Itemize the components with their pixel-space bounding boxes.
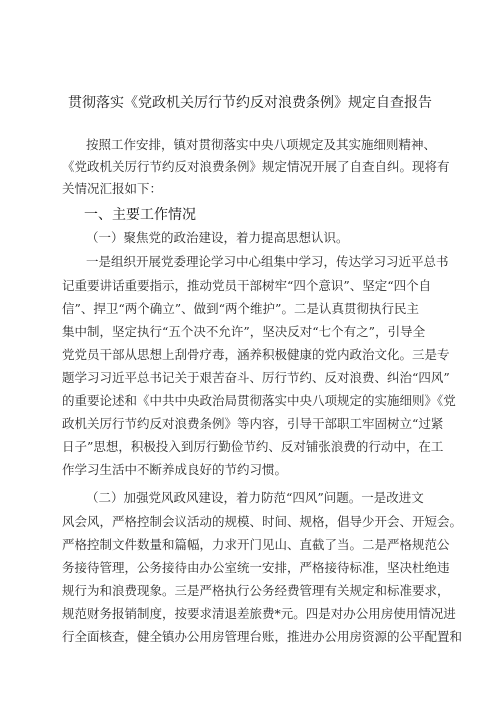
sub1-line-10: 作学习生活中不断养成良好的节约习惯。	[62, 462, 288, 477]
sub1-line-9: 日子”思想，积极投入到厉行勤俭节约、反对铺张浪费的行动中，在工	[62, 439, 444, 454]
sub1-line-1: 一是组织开展党委理论学习中心组集中学习，传达学习习近平总书	[86, 254, 449, 269]
sub2-line-4: 务接待管理，公务接待由办公室统一安排，严格接待标准，坚决杜绝违	[62, 560, 450, 575]
sub1-line-8: 政机关厉行节约反对浪费条例》等内容，引导干部职工牢固树立“过紧	[62, 416, 444, 431]
sub1-line-5: 党党员干部从思想上刮骨疗毒，涵养积极健康的党内政治文化。三是专	[62, 347, 450, 362]
sub2-line-7: 行全面核查，健全镇办公用房管理台账，推进办公用房资源的公平配置和	[62, 629, 463, 644]
sub1-line-3: 信”、捍卫“两个确立”、做到“两个维护”。二是认真贯彻执行民主	[62, 301, 419, 316]
document-title: 贯彻落实《党政机关厉行节约反对浪费条例》规定自查报告	[68, 95, 432, 111]
sub1-line-7: 的重要论述和《中共中央政治局贯彻落实中央八项规定的实施细则》《党	[62, 393, 456, 408]
subheading-1: （一）聚焦党的政治建设，着力提高思想认识。	[86, 230, 349, 245]
sub1-line-6: 题学习习近平总书记关于艰苦奋斗、厉行节约、反对浪费、纠治“四风”	[62, 370, 450, 385]
intro-line-3: 关情况汇报如下：	[62, 181, 163, 196]
section-heading-1: 一、主要工作情况	[84, 207, 196, 223]
sub2-line-3: 严格控制文件数量和篇幅，力求开门见山、直截了当。二是严格规范公	[62, 537, 450, 552]
intro-line-2: 《党政机关厉行节约反对浪费条例》规定情况开展了自查自纠。现将有	[62, 159, 450, 174]
sub2-line-6: 规范财务报销制度，按要求清退差旅费*元。四是对办公用房使用情况进	[62, 606, 456, 621]
sub2-line-1: （二）加强党风政风建设，着力防范“四风”问题。一是改进文	[86, 490, 424, 505]
sub2-line-5: 规行为和浪费现象。三是严格执行公务经费管理有关规定和标准要求，	[62, 583, 450, 598]
sub1-line-4: 集中制，坚定执行“五个决不允许”，坚决反对“七个有之”，引导全	[62, 324, 426, 339]
intro-line-1: 按照工作安排，镇对贯彻落实中央八项规定及其实施细则精神、	[86, 137, 437, 152]
sub2-line-2: 风会风，严格控制会议活动的规模、时间、规格，倡导少开会、开短会。	[62, 514, 463, 529]
sub1-line-2: 记重要讲话重要指示，推动党员干部树牢“四个意识”、坚定“四个自	[62, 278, 432, 293]
